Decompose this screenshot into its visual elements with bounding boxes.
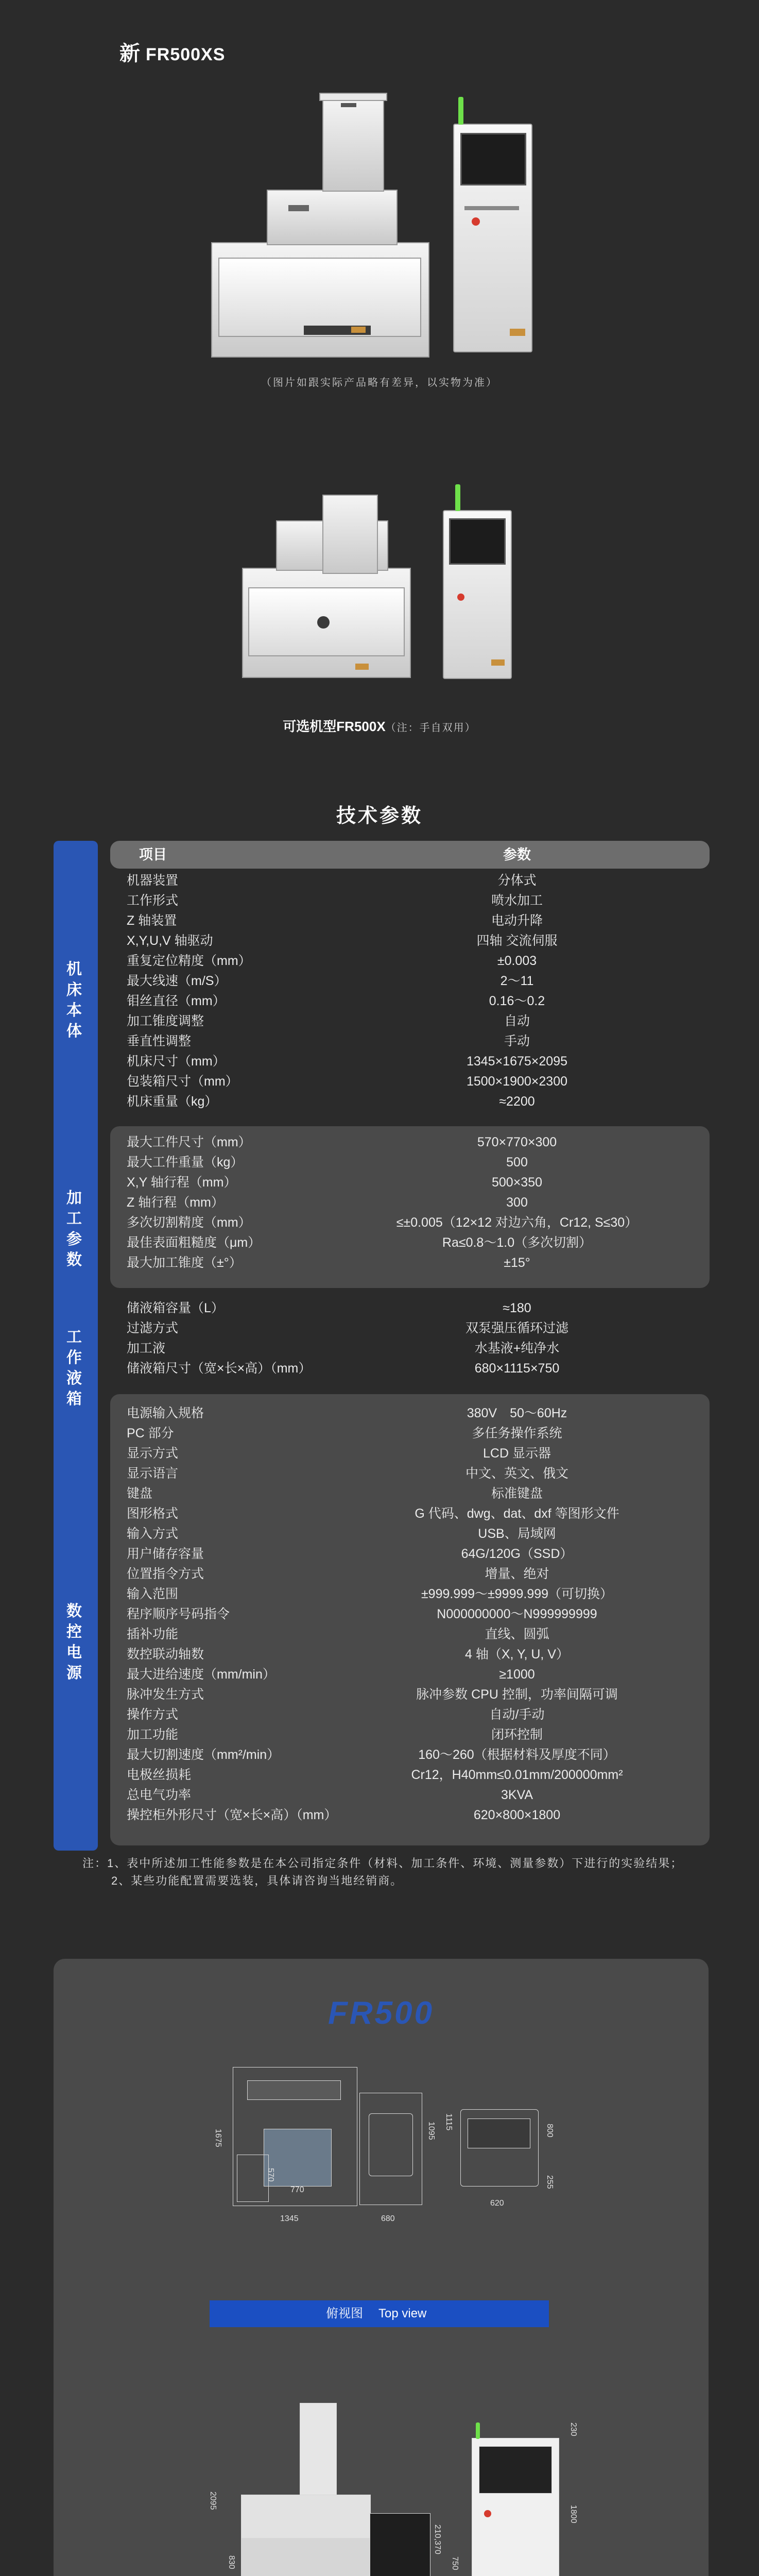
spec-group-body [110,1296,710,1384]
group-label-0: 机床本体 [66,961,85,1040]
front-view-drawing [54,2350,709,2576]
dim-front-h-side: 830 [227,2555,236,2569]
spec-row: 操控柜外形尺寸（宽×长×高）（mm） 620×800×1800 [127,1808,561,1822]
spec-row: 包装箱尺寸（mm） 1500×1900×2300 [127,1074,568,1089]
note-line-2: 2、某些功能配置需要选装，具体请咨询当地经销商。 [111,1874,403,1887]
dim-front-h-cab: 1800 [569,2505,578,2523]
spec-row: 显示方式 LCD 显示器 [127,1446,551,1461]
spec-row: 总电气功率 3KVA [127,1788,533,1802]
group-label-1: 加工参数 [66,1190,85,1268]
spec-row: 最大加工锥度（±°） ±15° [127,1256,530,1270]
spec-row: PC 部分 多任务操作系统 [127,1426,562,1440]
spec-row: 过滤方式 双泵强压循环过滤 [127,1321,568,1335]
spec-row: 重复定位精度（mm） ±0.003 [127,954,537,968]
spec-row: 储液箱尺寸（宽×长×高）（mm） 680×1115×750 [127,1361,560,1376]
machine-image-fr500x [242,438,520,706]
spec-row: 数控联动轴数 4 轴（X, Y, U, V） [127,1647,569,1662]
spec-row: 电源输入规格 380V 50～60Hz [127,1406,567,1420]
dim-top-inner-v: 570 [266,2168,275,2182]
spec-group-panel [110,1394,710,1845]
image2-caption-note: （注：手自双用） [385,722,476,734]
spec-row: 多次切割精度（mm） ≤±0.005（12×12 对边六角，Cr12, S≤30） [127,1215,638,1230]
spec-row: 程序顺序号码指令 N000000000～N999999999 [127,1607,597,1621]
spec-row: 输入方式 USB、局域网 [127,1527,556,1541]
dim-top-h-left: 1675 [214,2129,222,2147]
spec-row: 垂直性调整 手动 [127,1034,530,1048]
machine-image-fr500xs [211,88,541,355]
dim-top-h-mid: 1095 [427,2122,436,2140]
dim-top-inner: 770 [290,2185,304,2194]
dim-top-w-tank: 680 [381,2214,395,2223]
spec-row: 插补功能 直线、圆弧 [127,1627,549,1641]
dim-top-w-cab: 620 [490,2199,504,2208]
spec-row: 工作形式 喷水加工 [127,893,543,908]
image1-caption: （图片如跟实际产品略有差异，以实物为准） [261,377,498,388]
dim-top-h-cab: 800 [545,2124,554,2138]
dim-top-w-machine: 1345 [280,2214,299,2223]
fr500-logo: FR500 [327,1995,435,2031]
spec-row: 加工功能 闭环控制 [127,1727,543,1742]
spec-row: 最佳表面粗糙度（μm） Ra≤0.8～1.0（多次切割） [127,1235,592,1250]
spec-row: 用户储存容量 64G/120G（SSD） [127,1547,573,1561]
spec-row: 显示语言 中文、英文、俄文 [127,1466,568,1481]
image2-caption-main: 可选机型FR500X [283,719,386,734]
note-line-1: 注：1、表中所述加工性能参数是在本公司指定条件（材料、加工条件、环境、测量参数）下进行的实验结果； [82,1857,683,1870]
spec-row: 储液箱容量（L） ≈180 [127,1301,531,1315]
spec-row: 机器装置 分体式 [127,873,537,888]
group-label-2: 工作液箱 [66,1329,85,1408]
spec-row: Z 轴装置 电动升降 [127,913,543,928]
spec-row: 操作方式 自动/手动 [127,1707,545,1722]
dim-top-h-small: 255 [545,2175,554,2189]
top-view-cn: 俯视图 [326,2307,363,2320]
dim-front-h-total: 2095 [209,2492,217,2510]
spec-title: 技术参数 [336,805,423,827]
spec-row: 机床尺寸（mm） 1345×1675×2095 [127,1054,568,1069]
title-model: FR500XS [146,45,226,64]
spec-row: 电极丝损耗 Cr12，H40mm≤0.01mm/200000mm² [127,1768,623,1782]
spec-row: X,Y,U,V 轴驱动 四轴 交流伺服 [127,934,558,948]
spec-group-body [110,871,710,1118]
spec-row: Z 轴行程（mm） 300 [127,1195,528,1210]
spec-row: 最大进给速度（mm/min） ≥1000 [127,1667,535,1682]
dimension-drawing-card [54,1959,709,2576]
dim-front-h-mid: 210,370 [433,2524,442,2554]
top-view-label-bar [210,2300,549,2327]
spec-row: 最大工件尺寸（mm） 570×770×300 [127,1135,557,1149]
dim-top-h-tank: 1115 [444,2113,453,2131]
spec-group-panel [110,1126,710,1288]
spec-row: X,Y 轴行程（mm） 500×350 [127,1175,543,1190]
image2-caption [0,716,759,735]
title-prefix: 新 [119,42,141,65]
spec-row: 最大线速（m/S） 2～11 [127,974,534,988]
spec-notes [82,1855,683,1890]
spec-row: 加工液 水基液+纯净水 [127,1341,560,1355]
head-param: 参数 [503,847,531,862]
spec-row: 脉冲发生方式 脉冲参数 CPU 控制，功率间隔可调 [127,1687,618,1702]
spec-row: 输入范围 ±999.999～±9999.999（可切换） [127,1587,613,1601]
spec-row: 机床重量（kg） ≈2200 [127,1094,535,1109]
top-view-drawing [54,1959,709,2350]
spec-row: 加工锥度调整 自动 [127,1014,530,1028]
dim-front-h-lamp: 230 [569,2422,578,2436]
head-item: 项目 [139,847,167,862]
spec-row: 最大切割速度（mm²/min） 160～260（根据材料及厚度不同） [127,1748,616,1762]
spec-row: 图形格式 G 代码、dwg、dat、dxf 等图形文件 [127,1506,619,1521]
top-view-en: Top view [378,2307,427,2320]
spec-row: 最大工件重量（kg） 500 [127,1155,528,1170]
spec-row: 位置指令方式 增量、绝对 [127,1567,549,1581]
spec-row: 钼丝直径（mm） 0.16～0.2 [127,994,545,1008]
group-label-3: 数控电源 [66,1603,85,1682]
spec-row: 键盘 标准键盘 [127,1486,543,1501]
spec-table-head [110,841,710,869]
dim-front-h-low: 750 [451,2556,459,2570]
product-title [119,37,225,66]
